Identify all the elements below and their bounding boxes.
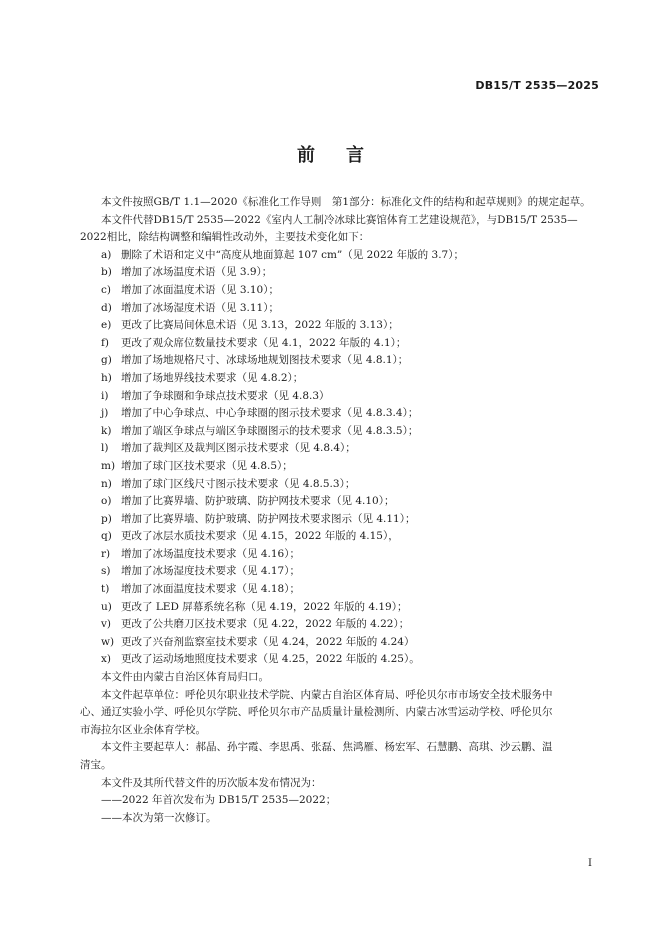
drafting-basis-paragraph: 本文件按照GB/T 1.1—2020《标准化工作导则 第1部分：标准化文件的结构和起草规则》的规定起草。	[101, 196, 591, 208]
list-item-text: 更改了比赛局间休息术语（见 3.13，2022 年版的 3.13）；	[121, 319, 399, 332]
list-item-label: o)	[101, 495, 112, 508]
foreword-body	[80, 194, 600, 827]
list-item	[80, 335, 600, 353]
list-item-label: c)	[101, 283, 111, 296]
list-item-text: 增加了冰场湿度术语（见 3.11）；	[121, 301, 279, 314]
list-item-label: v)	[101, 618, 112, 631]
list-item	[80, 300, 600, 318]
list-item-label: h)	[101, 371, 112, 384]
list-item	[80, 493, 600, 511]
history-intro: 本文件及其所代替文件的历次版本发布情况为：	[101, 776, 322, 789]
list-item-label: b)	[101, 266, 112, 279]
replacement-line-2: 2022相比，除结构调整和编辑性改动外，主要技术变化如下：	[80, 231, 370, 244]
list-item-text: 更改了兴奋剂监察室技术要求（见 4.24，2022 年版的 4.24）	[121, 635, 415, 648]
list-item-text: 增加了场地规格尺寸、冰球场地规划图技术要求（见 4.8.1）；	[121, 354, 409, 367]
list-item-text: 增加了冰场温度术语（见 3.9）；	[121, 266, 273, 279]
list-item	[80, 476, 600, 494]
list-item-label: i)	[101, 389, 109, 402]
list-item-label: x)	[101, 653, 112, 666]
page-number: I	[588, 858, 592, 869]
list-item	[80, 651, 600, 669]
list-item-label: q)	[101, 530, 112, 543]
list-item	[80, 563, 600, 581]
drafters-line-1: 本文件主要起草人：郝晶、孙宇霞、李思禹、张磊、焦鸿雁、杨宏军、石慧鹏、高琪、沙云鹏、温	[101, 741, 553, 754]
replacement-line-1: 本文件代替DB15/T 2535—2022《室内人工制冷冰球比赛馆体育工艺建设规范》，与DB15/T 2535—	[101, 213, 578, 226]
list-item-label: l)	[101, 442, 109, 455]
list-item-text: 更改了 LED 屏幕系统名称（见 4.19，2022 年版的 4.19）；	[121, 600, 408, 613]
list-item	[80, 581, 600, 599]
drafters-paragraph	[80, 739, 600, 774]
list-item-text: 增加了球门区技术要求（见 4.8.5）；	[121, 459, 293, 472]
list-item-text: 删除了术语和定义中“高度从地面算起 107 cm”（见 2022 年版的 3.7）；	[121, 248, 464, 261]
list-item	[80, 599, 600, 617]
list-item-text: 增加了中心争球点、中心争球圈的图示技术要求（见 4.8.3.4）；	[121, 407, 419, 420]
list-item	[80, 282, 600, 300]
list-item	[80, 440, 600, 458]
page-title	[0, 141, 662, 167]
title-char-1: 前	[297, 145, 316, 166]
list-item-text: 增加了冰面温度技术要求（见 4.18）；	[121, 583, 300, 596]
drafting-units-line-3: 市海拉尔区业余体育学校。	[80, 723, 206, 736]
list-item-text: 增加了场地界线技术要求（见 4.8.2）；	[121, 371, 304, 384]
list-item-label: r)	[101, 547, 111, 560]
list-item-text: 增加了比赛界墙、防护玻璃、防护网技术要求图示（见 4.11）；	[121, 512, 416, 525]
list-item	[80, 634, 600, 652]
list-item-label: f)	[101, 336, 109, 349]
drafting-units-paragraph	[80, 687, 600, 740]
list-item-label: s)	[101, 565, 111, 578]
list-item	[80, 511, 600, 529]
list-item-label: d)	[101, 301, 112, 314]
list-item	[80, 423, 600, 441]
list-item-text: 增加了比赛界墙、防护玻璃、防护网技术要求（见 4.10）；	[121, 495, 395, 508]
list-item-text: 更改了公共磨刀区技术要求（见 4.22，2022 年版的 4.22）；	[121, 618, 410, 631]
list-item-label: e)	[101, 319, 112, 332]
list-item	[80, 388, 600, 406]
list-item	[80, 405, 600, 423]
list-item-text: 增加了冰场湿度技术要求（见 4.17）；	[121, 565, 300, 578]
list-item	[80, 317, 600, 335]
list-item-label: a)	[101, 248, 112, 261]
list-item	[80, 247, 600, 265]
list-item-text: 增加了冰场温度技术要求（见 4.16）；	[121, 547, 300, 560]
list-item	[80, 458, 600, 476]
history-item: ——本次为第一次修订。	[101, 811, 217, 824]
list-item-label: m)	[101, 459, 116, 472]
changes-list	[80, 247, 600, 669]
list-item-text: 增加了球门区线尺寸图示技术要求（见 4.8.5.3）；	[121, 477, 356, 490]
list-item-label: w)	[101, 635, 115, 648]
title-char-2: 言	[346, 145, 365, 166]
list-item-label: u)	[101, 600, 112, 613]
list-item-label: j)	[101, 407, 109, 420]
list-item	[80, 616, 600, 634]
document-code: DB15/T 2535—2025	[475, 79, 599, 92]
list-item-label: n)	[101, 477, 112, 490]
list-item-text: 增加了裁判区及裁判区图示技术要求（见 4.8.4）；	[121, 442, 356, 455]
list-item-text: 更改了冰层水质技术要求（见 4.15，2022 年版的 4.15），	[121, 530, 399, 543]
list-item-label: g)	[101, 354, 112, 367]
list-item	[80, 370, 600, 388]
list-item-label: t)	[101, 583, 110, 596]
list-item	[80, 352, 600, 370]
drafting-units-line-2: 心、通辽实验小学、呼伦贝尔学院、呼伦贝尔市产品质量计量检测所、内蒙古冰雪运动学校、呼伦贝尔	[80, 706, 553, 719]
list-item-text: 更改了观众席位数量技术要求（见 4.1，2022 年版的 4.1）；	[121, 336, 407, 349]
list-item	[80, 528, 600, 546]
list-item-text: 增加了争球圈和争球点技术要求（见 4.8.3）	[121, 389, 330, 402]
list-item-text: 增加了冰面温度术语（见 3.10）；	[121, 283, 279, 296]
history-item: ——2022 年首次发布为 DB15/T 2535—2022；	[101, 794, 337, 807]
list-item	[80, 546, 600, 564]
drafting-units-line-1: 本文件起草单位：呼伦贝尔职业技术学院、内蒙古自治区体育局、呼伦贝尔市市场安全技术服务中	[101, 688, 553, 701]
list-item-text: 增加了端区争球点与端区争球圈图示的技术要求（见 4.8.3.5）；	[121, 424, 419, 437]
replacement-paragraph	[80, 212, 600, 247]
list-item-label: k)	[101, 424, 112, 437]
list-item-label: p)	[101, 512, 112, 525]
list-item-text: 更改了运动场地照度技术要求（见 4.25，2022 年版的 4.25）。	[121, 653, 420, 666]
jurisdiction-paragraph: 本文件由内蒙古自治区体育局归口。	[101, 671, 269, 684]
drafters-line-2: 清宝。	[80, 759, 112, 771]
list-item	[80, 264, 600, 282]
